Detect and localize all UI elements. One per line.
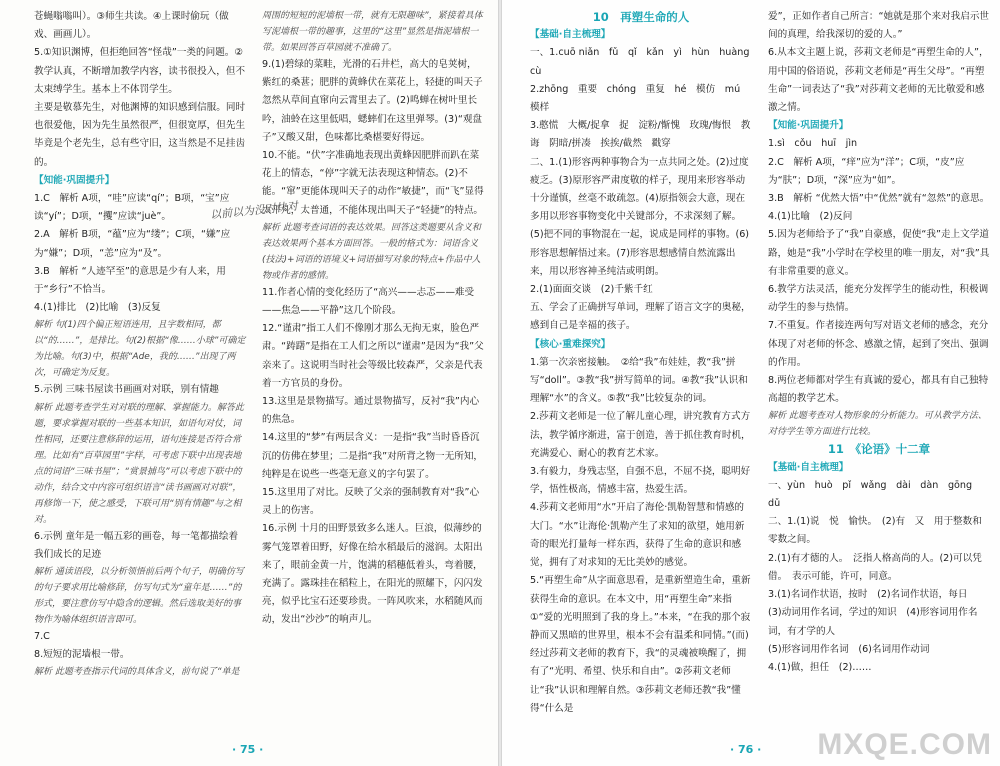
section-heading: 【核心·重难探究】 [530,338,611,350]
answer-item: 3.B 解析 “优然大悟”中“优然”就有“忽然”的意思。 [768,193,990,205]
analysis-note: 周围的短短的泥墙根一带，就有无限趣味”，紧接着具体写泥墙根一带的趣事，这里的“这里”显然是指泥墙根一带。如果回答百草园就不准确了。 [262,11,483,53]
answer-item: 16.示例 十月的田野景致多么迷人。巨浪，似薄纱的雾气笼罩着田野，好像在给水稻最后的滋润。太阳出来了，眼前金黄一片，饱满的稻穗低着头，弯着腰，充满了。露珠挂在稻粒上，在阳光的照耀下，闪闪发亮，似乎比宝石还要珍贵。一阵风吹来，水稻随风而动，发出“沙沙”的响声儿。 [262,523,483,626]
answer-item: 5.因为老师给予了“我”自豪感，促使“我”走上文学道路，她是“我”小学时在学校里的唯一朋友，对“我”具有非常重要的意义。 [768,229,990,277]
answer-item: 一、1.cuō niǎn fǔ qǐ kǎn yì hùn huàng cù [530,47,759,77]
analysis-note: 解析 句(1)四个偏正短语连用，且字数相同，都以“的……”，是排比。句(2)根据“像……小球”可确定为比喻。句(3)中，根据“Ade，我的……”出现了两次，可确定为反复。 [34,320,246,379]
answer-item: 苍蝇嗡嗡叫）。③师生共读。④上课时偷玩（做戏、画画儿）。 [34,11,229,41]
answer-item: 主要是敬慕先生，对他渊博的知识感到信服。同时也很爱他，因为先生虽然很严，但很宽厚，但先生毕竟是个老先生，总有些守旧，这当然是不足挂齿的。 [34,102,246,168]
section-heading: 【知能·巩固提升】 [34,174,115,186]
right-page [502,0,1000,766]
answer-item: 爱”，正如作者自己所言：“她就是那个来对我启示世间的真理，给我深切的爱的人。” [768,11,990,41]
answer-item: (5)形容词用作名词 (6)名词用作动词 [768,643,930,655]
answer-item: 2.(1)面面交谈 (2)千紫千红 [530,284,653,296]
answer-item: 2.A 解析 B项，“蕴”应为“缕”；C项，“嫌”应为“嫌”；D项，“恙”应为“及”。 [34,229,231,259]
right-page-column-2 [768,8,990,738]
page-number: · 75 · [232,743,264,756]
answer-item: 12.“谨肃”指工人们不像刚才那么无拘无束，脸色严肃。“踌躇”是指在工人们之所以“谨肃”是因为“我”父亲来了。这说明当时社会等级比较森严，父亲是代表着一方官员的身份。 [262,323,484,389]
analysis-note: 解析 此题考查学生对对联的理解、掌握能力。解答此题，要求掌握对联的一些基本知识，如语句对仗，词性相同，还要注意修辞的运用，语句连接是否符合常理。比如有“百草园里”字样，可考虑下联中出现表地点的词语“三味书屋”；“赏景捕鸟”可以考虑下联中的动作，结合文中内容可组织语言“读书画画对对联”，再修饰一下，使之感受，下联可用“别有情趣”与之相对。 [34,402,244,525]
right-page-column-1 [530,8,759,738]
answer-item: 4.(1)比喻 (2)反问 [768,211,853,223]
answer-item: 7.C [34,631,50,643]
answer-item: 1.第一次亲密接触。 ②给“我”布娃娃，教“我”拼写“doll”。③教“我”拼写简单的词。④教“我”认识和理解“水”的含义。⑤教“我”比较复杂的词。 [530,356,748,405]
answer-item: 6.教学方法灵活，能充分发挥学生的能动性，积极调动学生的参与热情。 [768,284,989,314]
lesson-title: 10 再塑生命的人 [592,10,690,24]
answer-item: 4.(1)排比 (2)比喻 (3)反复 [34,302,161,314]
answer-item: 4.莎莉文老师用“水”开启了海伦·凯勒智慧和情感的大门。“水”让海伦·凯勒产生了求知的欲望，她用新奇的眼光打量每一样东西，获得了生命的意识和感觉，拥有了对求知的无比美妙的感觉。 [530,502,745,569]
answer-item: 9.(1)碧绿的菜畦，光滑的石井栏，高大的皂荚树，紫红的桑葚；肥胖的黄蜂伏在菜花上，轻捷的叫天子忽然从草间直窜向云霄里去了。(2)鸣蝉在树叶里长吟，油蛉在这里低唱，蟋蟀们在这里弹琴。(3)“观盘子”又酸又甜，色味都比桑椹要好得远。 [262,59,483,143]
answer-item: 13.这里是景物描写。通过景物描写，反衬“我”内心的焦急。 [262,396,480,426]
section-heading: 【基础·自主梳理】 [530,29,611,41]
answer-item: 5.①知识渊博，但拒绝回答“怪哉”一类的问题。②教学认真，不断增加教学内容，读书很投入，但不太束缚学生。基本上不体罚学生。 [34,47,246,95]
answer-item: 8.短短的泥墙根一带。 [34,649,130,661]
answer-item: 2.(1)有才德的人。 泛指人格高尚的人。(2)可以凭借。 表示可能，许可，同意。 [768,552,982,582]
answer-item: 二、1.(1)形容两种事物合为一点共同之处。(2)过度疲乏。(3)原形容严肃度敬的样子，现用来形容举动十分谨慎，丝毫不敢疏忽。(4)原指领会大意，现在多用以形容事物变化中关键部分，不求深刻了解。(5)把不同的事物混在一起，说成是同样的事物。(6)形容思想解悟过来。(7)形容思想感情自然流露出来，用以形容神圣纯洁或明朗。 [530,156,750,277]
left-page-column-2 [262,8,486,738]
analysis-note: 解析 通读语段，以分析领悟前后两个句子，明确仿写的句子要求用比喻修辞，仿写句式为“童年是……”的形式，要注意仿写中隐含的逻辑。然后选取美好的事物作为喻体组织语言即可。 [34,567,244,626]
answer-item: 6.从本文主题上说，莎莉文老师是“再塑生命的人”，用中国的俗语说，莎莉文老师是“再生父母”。“再塑生命”一词表达了“我”对莎莉文老师的无比敬爱和感激之情。 [768,47,989,114]
section-heading: 【基础·自主梳理】 [768,461,849,473]
analysis-note: 解析 此题考查词语的表达效果。回答这类题要从含义和表达效果两个基本方面回答。一般的格式为：词语含义(技法)+词语的语境义+词语描写对象的特点+作品中人物或作者的感情。 [262,222,481,281]
answer-item: 10.不能。“伏”字准确地表现出黄蜂因肥胖而趴在菜花上的情态，“停”字就无法表现这种情态。(2)不能。“窜”更能体现叫天子的动作“敏捷”，而“飞”显得太平凡，太普通，不能体现出叫天子“轻捷”的特点。 [262,150,484,216]
answer-item: 5.“再塑生命”从字面意思看，是重新塑造生命，重新获得生命的意识。在本文中，用“再塑生命”来指①“爱的光明照到了我的身上。”本来，“在我的那个寂静而又黑暗的世界里，根本不会有温柔和同情。”(而)经过莎莉文老师的教育下，我“的灵魂被唤醒了，拥有了“光明、希望、快乐和自由”。②莎莉文老师让“我”认识和理解自然。③莎莉文老师还教“我”懂得“什么是 [530,575,751,714]
answer-item: 15.这里用了对比。反映了父亲的强制教育对“我”心灵上的伤害。 [262,487,480,517]
answer-item: 五、学会了正确拼写单词，理解了语言文字的奥秘，感到自己是幸福的孩子。 [530,302,751,332]
answer-item: 3.憨慌 大概/捉拿 捉 淀粉/惭愧 玫瑰/悔恨 教诲 阴暗/拼凑 挨挨/截然 戳穿 [530,120,751,150]
answer-item: 8.两位老师都对学生有真诚的爱心，都具有自己独特高超的教学艺术。 [768,375,989,405]
answer-item: 6.示例 童年是一幅五彩的画卷，每一笔都描绘着我们成长的足迹 [34,530,239,560]
answer-item: 5.示例 三味书屋读书画画对对联，别有情趣 [34,384,219,396]
answer-item: 4.(1)做，担任 (2)…… [768,661,872,673]
answer-item: 二、1.(1)说 悦 愉快。 (2)有 又 用于整数和零数之间。 [768,516,982,546]
answer-item: 7.不重复。作者接连两句写对语文老师的感念，充分体现了对老师的怀念、感激之情，起到了突出、强调的作用。 [768,320,989,368]
answer-item: 1.C 解析 A项，“哇”应读“qí”；B项，“宝”应读“yí”；D项，“攫”应读“juè”。 [34,193,230,223]
answer-item: 3.B 解析 “人迹罕至”的意思是少有人来，用于“乡行”不恰当。 [34,265,226,296]
answer-item: 2.莎莉文老师是一位了解儿童心理，讲究教育方式方法，教学循序渐进，富于创造，善于抓住教育时机，充满爱心、耐心的教育艺术家。 [530,411,751,459]
answer-item: 14.这里的“梦”有两层含义：一是指“我”当时昏昏沉沉的仿佛在梦里；二是指“我”对所背之物一无所知，纯粹是在说些一些毫无意义的字句罢了。 [262,432,484,480]
watermark: MXQE.COM [817,728,992,761]
left-page [0,0,498,766]
page-number: · 76 · [730,743,762,756]
handwritten-note: 以前以为没对快对 [209,199,299,222]
answer-item: 2.C 解析 A项，“痒”应为“洋”；C项，“皮”应为“肤”；D项，“深”应为“如”。 [768,156,965,186]
lesson-title: 11 《论语》十二章 [827,442,931,457]
answer-item: 一、yùn huò pǐ wǎng dài dàn gōng dǔ [768,479,982,510]
answer-item: 1.sì cǒu huī jìn [768,138,858,150]
left-page-column-1 [34,8,246,738]
analysis-note: 解析 此题考查指示代词的具体含义，前句说了“单是 [34,667,240,678]
answer-item: 2.zhōng 重要 chóng 重复 hé 模仿 mú 模样 [530,83,750,114]
section-heading: 【知能·巩固提升】 [768,120,849,132]
answer-item: 11.作者心情的变化经历了“高兴——忐忑——难受——焦急——平静”这几个阶段。 [262,286,475,317]
analysis-note: 解析 此题考查对人物形象的分析能力。可从教学方法、对待学生等方面进行比较。 [768,411,987,438]
answer-item: 3.有毅力，身残志坚，自强不息，不屈不挠，聪明好学，悟性极高，情感丰富，热爱生活。 [530,466,751,496]
answer-item: 3.(1)名词作状语，按时 (2)名词作状语，每日 (3)动词用作名词，学过的知识 (4)形容词用作名词，有才学的人 [768,589,978,637]
